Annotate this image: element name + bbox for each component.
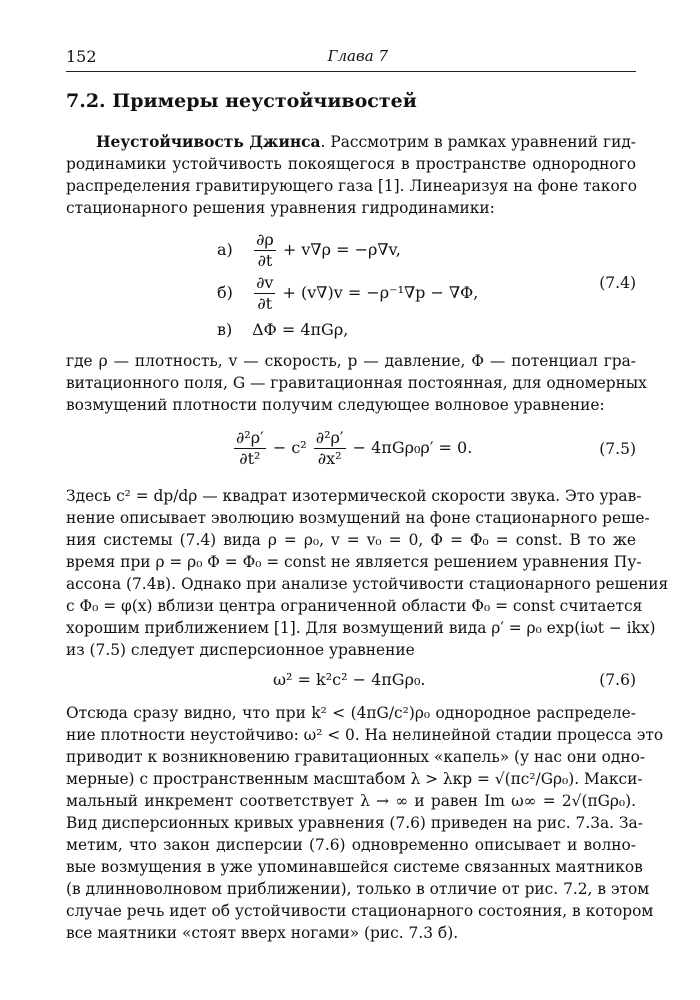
text-line: распределения гравитирующего газа [1]. Линеаризуя на фоне такого	[66, 177, 638, 195]
text-line: из (7.5) следует дисперсионное уравнение	[66, 641, 415, 659]
fraction-denominator: ∂x²	[317, 449, 342, 468]
equation-label: а)	[217, 240, 233, 259]
equation-label: б)	[217, 283, 233, 302]
equation-rhs: + v∇ρ = −ρ∇v,	[282, 240, 401, 259]
equation-number-7-5: (7.5)	[599, 440, 636, 458]
text-line: случае речь идет об устойчивости стационарного состояния, в котором	[66, 902, 654, 920]
text-line: время при ρ = ρ₀ Φ = Φ₀ = const не является решением уравнения Пу-	[66, 553, 642, 571]
paragraph-4	[66, 702, 664, 944]
text-line: Отсюда сразу видно, что при k² < (4πG/c²)ρ₀ однородное распределе-	[66, 704, 636, 722]
equation-7-5	[232, 428, 472, 469]
section-title: 7.2. Примеры неустойчивостей	[66, 90, 417, 112]
text-line	[66, 131, 636, 153]
equation-7-4a	[217, 230, 401, 271]
fraction-numerator: ∂ρ	[256, 230, 274, 249]
equation-term: − c²	[272, 438, 307, 457]
text-line: Здесь c² = dp/dρ — квадрат изотермической скорости звука. Это урав-	[66, 487, 642, 505]
fraction	[254, 230, 276, 271]
fraction	[314, 428, 346, 469]
fraction-denominator: ∂t	[257, 294, 273, 313]
text-line: ние плотности неустойчиво: ω² < 0. На нелинейной стадии процесса это	[66, 726, 664, 744]
text-line: возмущений плотности получим следующее волновое уравнение:	[66, 396, 605, 414]
text-line: мальный инкремент соответствует λ → ∞ и равен Im ω∞ = 2√(πGρ₀).	[66, 792, 636, 810]
equation-term: − 4πGρ₀ρ′ = 0.	[352, 438, 473, 457]
equation-7-4c	[217, 320, 348, 339]
text-line: стационарного решения уравнения гидродинамики:	[66, 199, 495, 217]
text-line: (в длинноволновом приближении), только в отличие от рис. 7.2, в этом	[66, 880, 650, 898]
text-line: метим, что закон дисперсии (7.6) одновременно описывает и волно-	[66, 836, 636, 854]
fraction	[254, 273, 275, 314]
equation-7-6: ω² = k²c² − 4πGρ₀.	[273, 670, 426, 689]
equation-text: ΔΦ = 4πGρ,	[252, 320, 349, 339]
run-in-heading: Неустойчивость Джинса	[96, 133, 321, 151]
text-line: Вид дисперсионных кривых уравнения (7.6) приведен на рис. 7.3а. За-	[66, 814, 643, 832]
equation-label: в)	[217, 320, 233, 339]
text-line: хорошим приближением [1]. Для возмущений вида ρ′ = ρ₀ exp(iωt − ikx)	[66, 619, 656, 637]
text-line: мерные) с пространственным масштабом λ > λкр = √(πc²/Gρ₀). Макси-	[66, 770, 643, 788]
fraction-numerator: ∂v	[256, 273, 274, 292]
page-number: 152	[66, 47, 97, 66]
text-line: где ρ — плотность, v — скорость, p — давление, Φ — потенциал гра-	[66, 352, 636, 370]
text-line: вые возмущения в уже упоминавшейся системе связанных маятников	[66, 858, 643, 876]
fraction-numerator: ∂²ρ′	[236, 428, 264, 447]
intro-paragraph	[66, 131, 636, 219]
text-line: приводит к возникновению гравитационных «капель» (у нас они одно-	[66, 748, 646, 766]
text-line: ассона (7.4в). Однако при анализе устойчивости стационарного решения	[66, 575, 669, 593]
text-line: все маятники «стоят вверх ногами» (рис. 7.3 б).	[66, 924, 459, 942]
equation-number-7-4: (7.4)	[599, 274, 636, 292]
text-fragment: . Рассмотрим в рамках уравнений гид-	[320, 133, 637, 151]
equation-number-7-6: (7.6)	[599, 671, 636, 689]
text-line: родинамики устойчивость покоящегося в пространстве однородного	[66, 155, 636, 173]
equation-7-4b	[217, 273, 478, 314]
paragraph-2	[66, 350, 647, 416]
equation-rhs: + (v∇)v = −ρ⁻¹∇p − ∇Φ,	[282, 283, 479, 302]
fraction	[234, 428, 266, 469]
fraction-numerator: ∂²ρ′	[315, 428, 344, 447]
text-line: витационного поля, G — гравитационная постоянная, для одномерных	[66, 374, 647, 392]
fraction-denominator: ∂t²	[239, 449, 261, 468]
text-line: ния системы (7.4) вида ρ = ρ₀, v = v₀ = 0, Φ = Φ₀ = const. В то же	[66, 531, 636, 549]
text-line: с Φ₀ = φ(x) вблизи центра ограниченной области Φ₀ = const считается	[66, 597, 643, 615]
fraction-denominator: ∂t	[257, 251, 273, 270]
chapter-label: Глава 7	[327, 47, 388, 65]
paragraph-3	[66, 485, 669, 661]
running-header	[66, 45, 636, 72]
text-line: нение описывает эволюцию возмущений на фоне стационарного реше-	[66, 509, 650, 527]
